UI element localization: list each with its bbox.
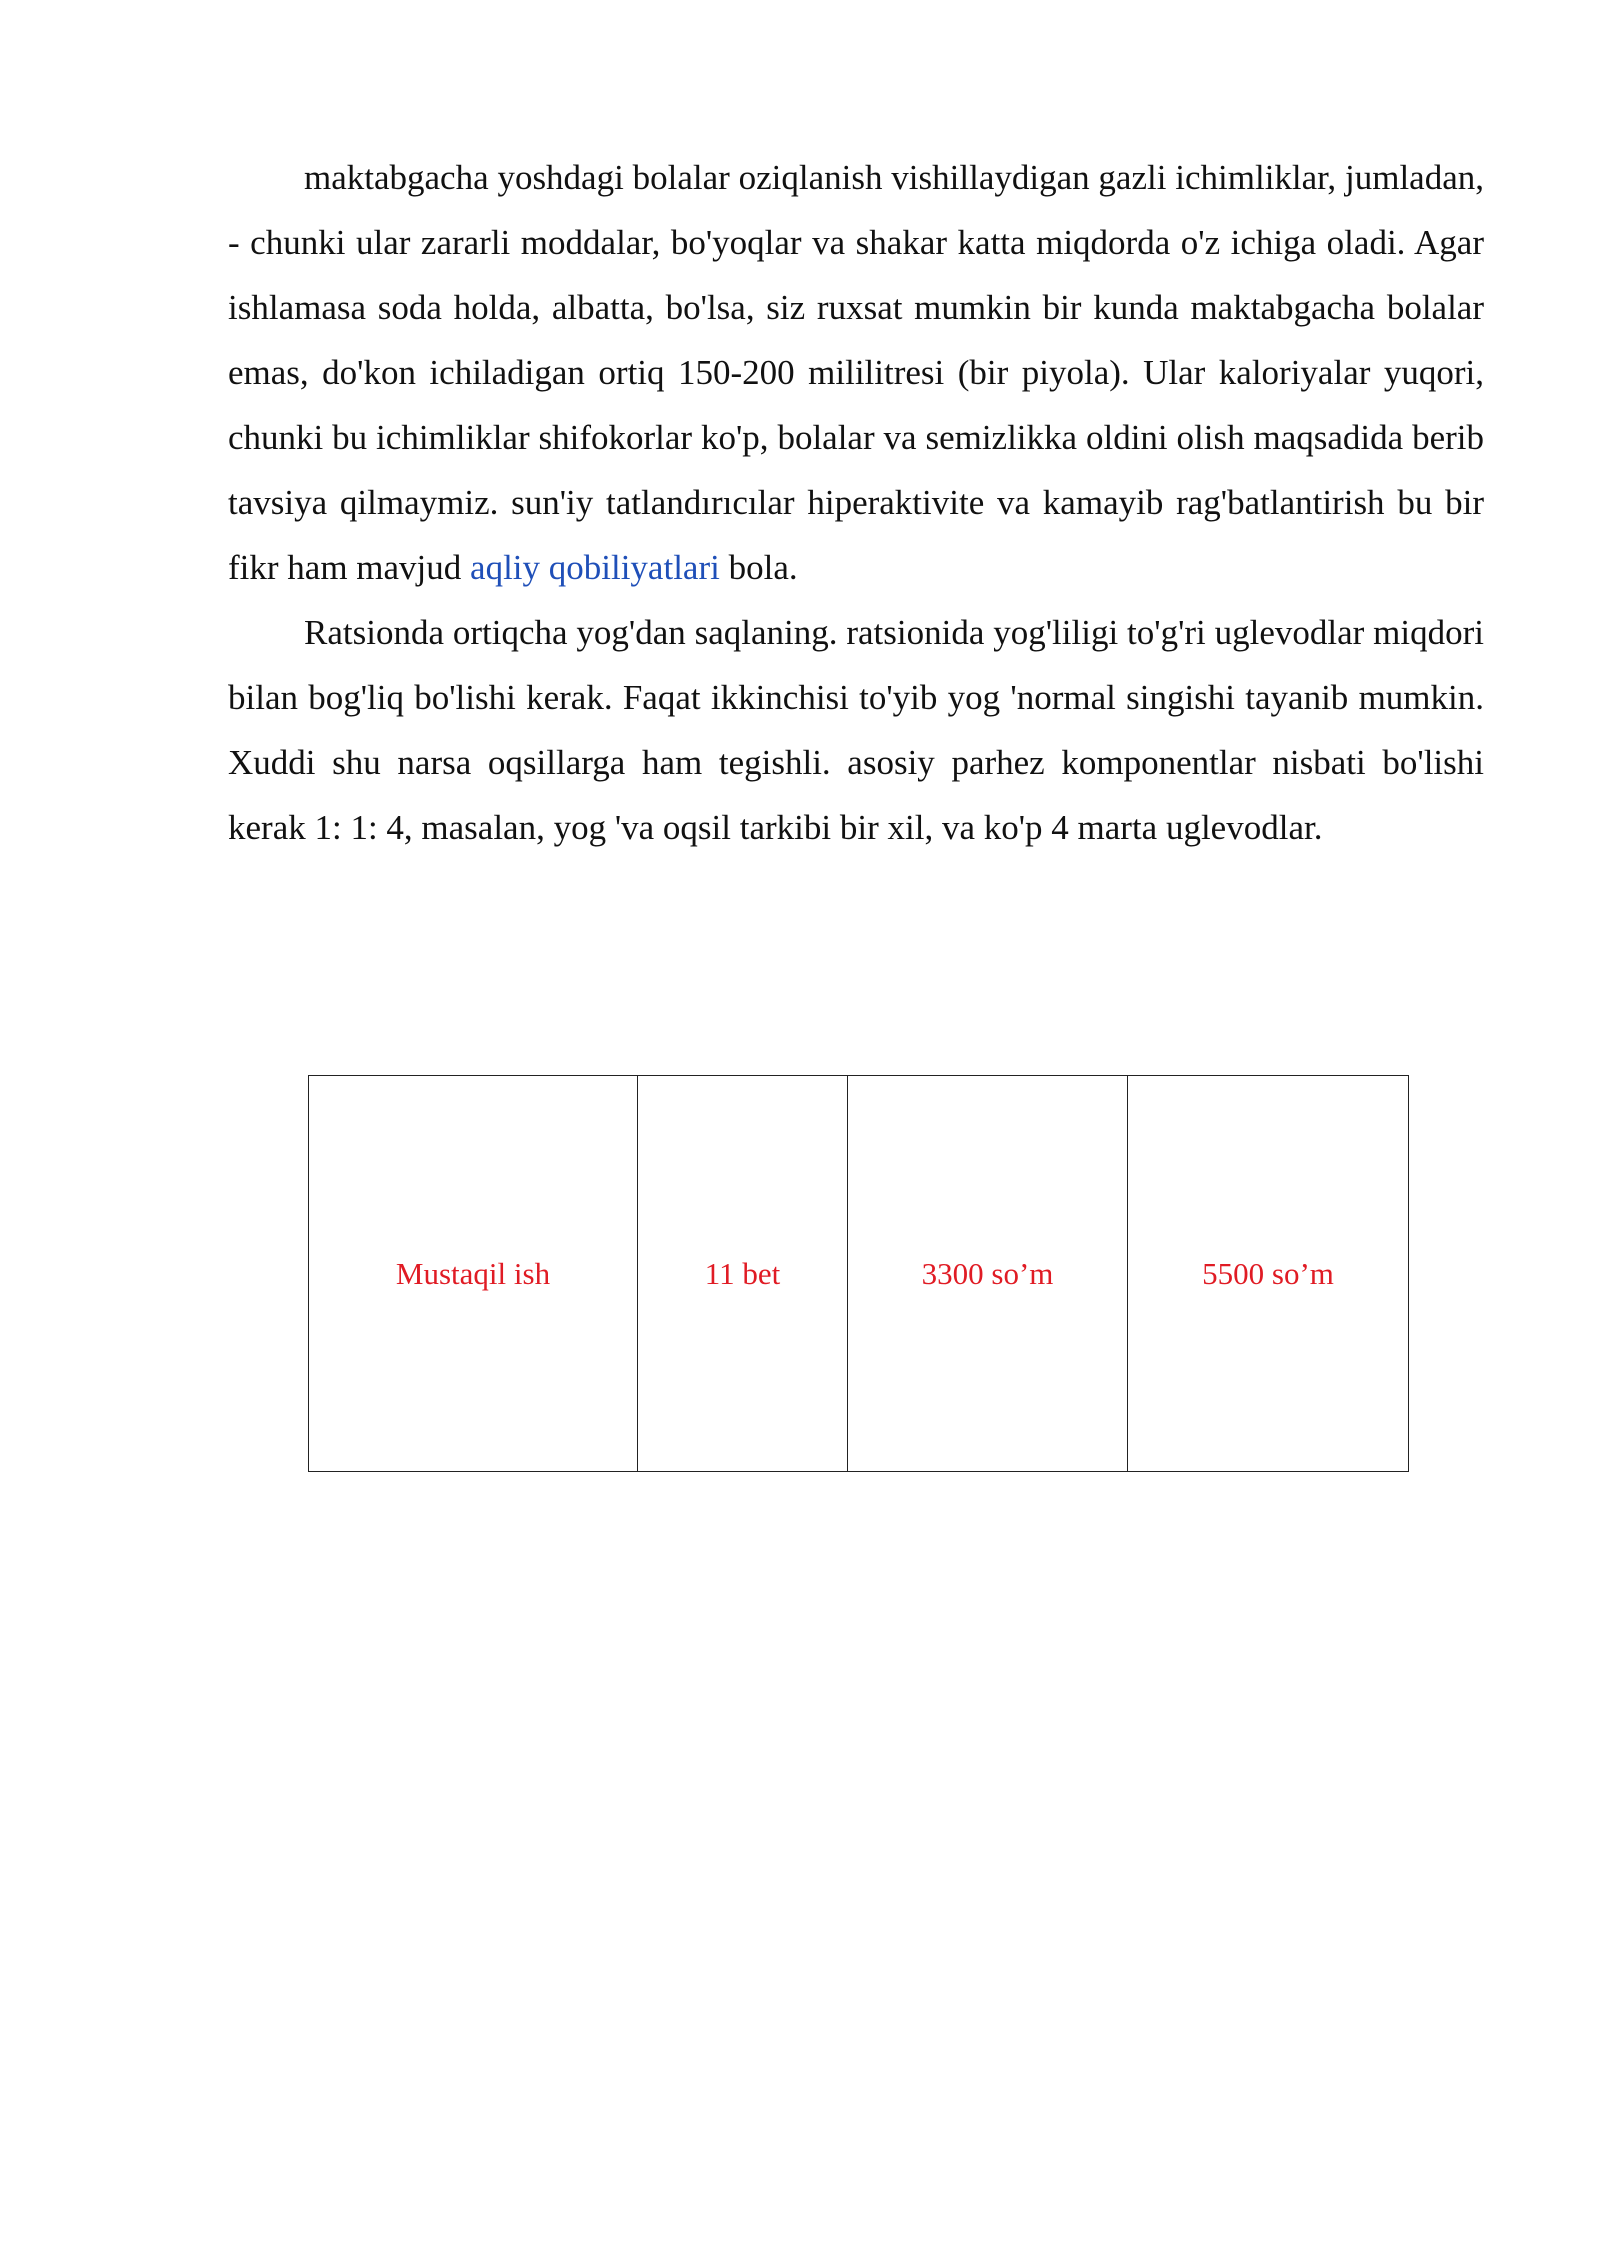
table-cell-price-1: 3300 so’m xyxy=(848,1076,1128,1472)
document-body xyxy=(228,145,1484,860)
paragraph-1-tail: bola. xyxy=(719,548,798,587)
table-cell-pages: 11 bet xyxy=(638,1076,848,1472)
paragraph-1-text: maktabgacha yoshdagi bolalar oziqlanish vishillaydigan gazli ichimliklar, jumladan, - chunki ular zararli moddalar, bo'yoqlar va shakar katta miqdorda o'z ichiga oladi. Agar ishlamasa soda holda, albatta, bo'lsa, siz ruxsat mumkin bir kunda maktabgacha bolalar emas, do'kon ichiladigan ortiq 150-200 mililitresi (bir piyola). Ular kaloriyalar yuqori, chunki bu ichimliklar shifokorlar ko'p, bolalar va semizlikka oldini olish maqsadida berib tavsiya qilmaymiz. sun'iy tatlandırıcılar hiperaktivite va kamayib rag'batlantirish bu bir fikr ham mavjud xyxy=(228,158,1484,587)
price-table xyxy=(308,1075,1409,1472)
table-cell-price-2: 5500 so’m xyxy=(1128,1076,1409,1472)
paragraph-2: Ratsionda ortiqcha yog'dan saqlaning. ratsionida yog'liligi to'g'ri uglevodlar miqdori bilan bog'liq bo'lishi kerak. Faqat ikkinchisi to'yib yog 'normal singishi tayanib mumkin. Xuddi shu narsa oqsillarga ham tegishli. asosiy parhez komponentlar nisbati bo'lishi kerak 1: 1: 4, masalan, yog 'va oqsil tarkibi bir xil, va ko'p 4 marta uglevodlar. xyxy=(228,613,1484,847)
paragraph-1-link[interactable]: aqliy qobiliyatlari xyxy=(470,548,720,587)
table-cell-work-type: Mustaqil ish xyxy=(309,1076,638,1472)
table-row xyxy=(309,1076,1409,1472)
paragraph-1 xyxy=(228,145,1484,600)
